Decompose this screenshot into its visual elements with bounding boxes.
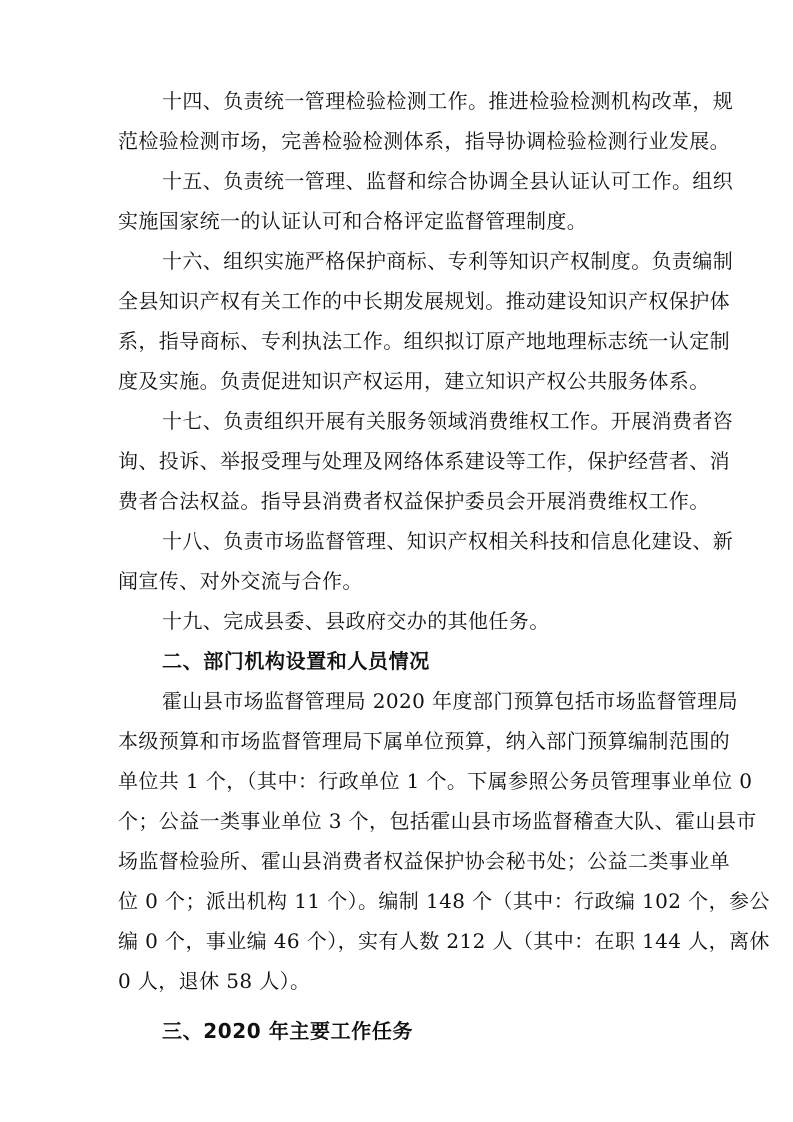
org-paragraph-line-4: 个；公益一类事业单位 3 个，包括霍山县市场监督稽查大队、霍山县市 xyxy=(118,809,757,833)
paragraph-14-line-1: 十四、负责统一管理检验检测工作。推进检验检测机构改革，规 xyxy=(162,89,734,113)
paragraph-14-line-2: 范检验检测市场，完善检验检测体系，指导协调检验检测行业发展。 xyxy=(118,129,730,153)
paragraph-16-line-1: 十六、组织实施严格保护商标、专利等知识产权制度。负责编制 xyxy=(162,249,734,273)
org-paragraph-line-2: 本级预算和市场监督管理局下属单位预算，纳入部门预算编制范围的 xyxy=(118,729,730,753)
org-paragraph-line-1: 霍山县市场监督管理局 2020 年度部门预算包括市场监督管理局 xyxy=(162,689,739,713)
org-paragraph-line-5: 场监督检验所、霍山县消费者权益保护协会秘书处；公益二类事业单 xyxy=(118,849,730,873)
paragraph-18-line-1: 十八、负责市场监督管理、知识产权相关科技和信息化建设、新 xyxy=(162,529,734,553)
org-paragraph-line-3: 单位共 1 个，（其中：行政单位 1 个。下属参照公务员管理事业单位 0 xyxy=(118,769,753,793)
paragraph-18-line-2: 闻宣传、对外交流与合作。 xyxy=(118,569,363,593)
paragraph-15-line-1: 十五、负责统一管理、监督和综合协调全县认证认可工作。组织 xyxy=(162,169,734,193)
section-heading-3: 三、2020 年主要工作任务 xyxy=(162,1019,414,1043)
paragraph-16-line-3: 系，指导商标、专利执法工作。组织拟订原产地地理标志统一认定制 xyxy=(118,329,730,353)
paragraph-16-line-4: 度及实施。负责促进知识产权运用，建立知识产权公共服务体系。 xyxy=(118,369,710,393)
section-heading-2: 二、部门机构设置和人员情况 xyxy=(162,649,430,673)
paragraph-15-line-2: 实施国家统一的认证认可和合格评定监督管理制度。 xyxy=(118,209,588,233)
paragraph-19-line-1: 十九、完成县委、县政府交办的其他任务。 xyxy=(162,609,550,633)
org-paragraph-line-7: 编 0 个，事业编 46 个），实有人数 212 人（其中：在职 144 人，离休 xyxy=(118,929,770,953)
paragraph-17-line-2: 询、投诉、举报受理与处理及网络体系建设等工作，保护经营者、消 xyxy=(118,449,730,473)
org-paragraph-line-8: 0 人，退休 58 人）。 xyxy=(118,969,311,993)
org-paragraph-line-6: 位 0 个；派出机构 11 个）。编制 148 个（其中：行政编 102 个，参公 xyxy=(118,889,770,913)
paragraph-17-line-1: 十七、负责组织开展有关服务领域消费维权工作。开展消费者咨 xyxy=(162,409,734,433)
paragraph-16-line-2: 全县知识产权有关工作的中长期发展规划。推动建设知识产权保护体 xyxy=(118,289,730,313)
paragraph-17-line-3: 费者合法权益。指导县消费者权益保护委员会开展消费维权工作。 xyxy=(118,489,710,513)
